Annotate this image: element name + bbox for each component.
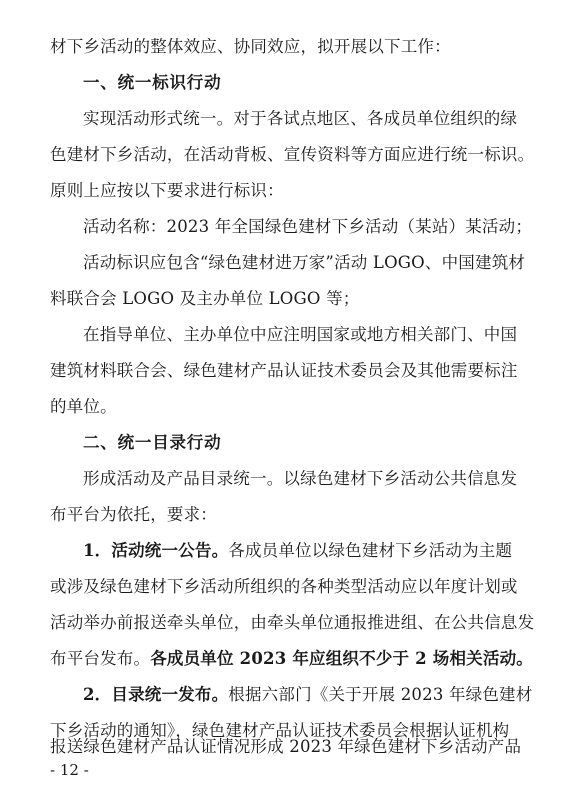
paragraph-text: 布平台发布。 <box>50 649 151 668</box>
page-number: - 12 - <box>50 761 89 779</box>
paragraph-line: 料联合会 LOGO 及主办单位 LOGO 等； <box>50 289 360 308</box>
paragraph-line: 建筑材料联合会、绿色建材产品认证技术委员会及其他需要标注 <box>50 361 518 380</box>
paragraph-line: 布平台为依托，要求： <box>50 505 217 524</box>
paragraph-line: 的单位。 <box>50 397 117 416</box>
paragraph-line: 在指导单位、主办单位中应注明国家或地方相关部门、中国 <box>83 325 518 344</box>
section-heading-2: 二、统一目录行动 <box>83 433 222 452</box>
paragraph-line: 形成活动及产品目录统一。以绿色建材下乡活动公共信息发 <box>83 469 518 488</box>
subheading-1: 1．活动统一公告。 <box>83 541 229 560</box>
paragraph-text: 根据六部门《关于开展 2023 年绿色建材 <box>228 685 533 704</box>
section-heading-1: 一、统一标识行动 <box>83 73 222 92</box>
paragraph-line: 材下乡活动的整体效应、协同效应，拟开展以下工作： <box>50 37 451 56</box>
paragraph-text: 各成员单位以绿色建材下乡活动为主题 <box>228 541 513 560</box>
paragraph-line: 实现活动形式统一。对于各试点地区、各成员单位组织的绿 <box>83 109 518 128</box>
paragraph-line <box>50 649 533 669</box>
paragraph-line <box>83 685 533 705</box>
paragraph-line: 报送绿色建材产品认证情况形成 2023 年绿色建材下乡活动产品 <box>50 737 522 756</box>
subheading-2: 2．目录统一发布。 <box>83 685 229 704</box>
paragraph-line: 色建材下乡活动，在活动背板、宣传资料等方面应进行统一标识。 <box>50 145 535 164</box>
bold-requirement: 各成员单位 2023 年应组织不少于 2 场相关活动。 <box>150 649 533 668</box>
paragraph-line: 活动名称：2023 年全国绿色建材下乡活动（某站）某活动； <box>83 217 533 236</box>
paragraph-line <box>83 541 520 561</box>
paragraph-line: 活动标识应包含“绿色建材进万家”活动 LOGO、中国建筑材 <box>83 253 526 272</box>
paragraph-line: 或涉及绿色建材下乡活动所组织的各种类型活动应以年度计划或 <box>50 577 518 596</box>
paragraph-line: 原则上应按以下要求进行标识： <box>50 181 284 200</box>
paragraph-line: 下乡活动的通知》，绿色建材产品认证技术委员会根据认证机构 <box>50 721 510 740</box>
paragraph-line: 活动举办前报送牵头单位，由牵头单位通报推进组、在公共信息发 <box>50 613 535 632</box>
